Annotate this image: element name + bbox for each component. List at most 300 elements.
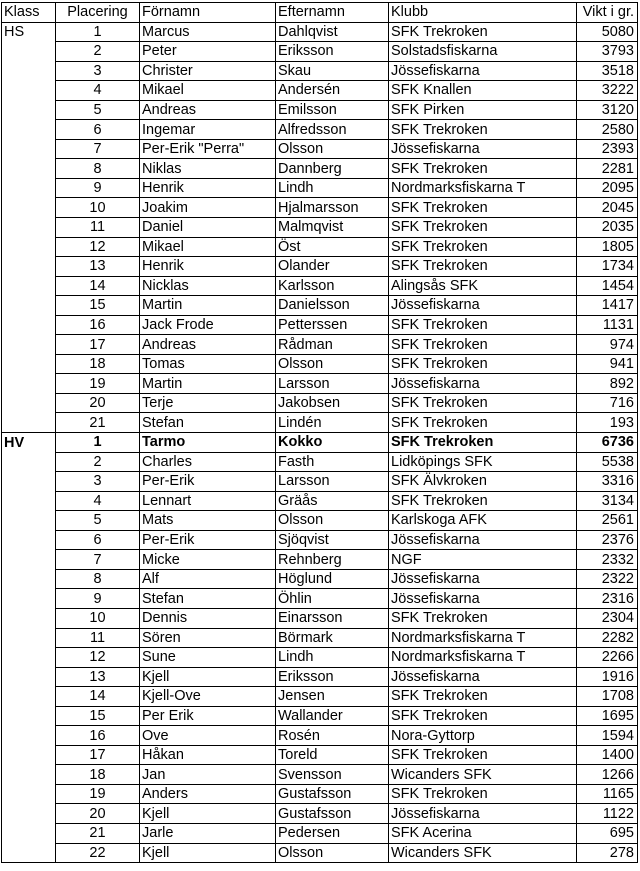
cell-klass <box>2 569 56 589</box>
cell-placering: 12 <box>56 237 140 257</box>
cell-efternamn: Kokko <box>276 433 389 453</box>
cell-efternamn: Wallander <box>276 706 389 726</box>
table-row <box>2 550 638 570</box>
cell-klubb: Jössefiskarna <box>389 530 577 550</box>
cell-placering: 22 <box>56 843 140 863</box>
cell-placering: 19 <box>56 374 140 394</box>
cell-placering: 15 <box>56 296 140 316</box>
cell-efternamn: Fasth <box>276 452 389 472</box>
cell-klubb: NGF <box>389 550 577 570</box>
table-row <box>2 745 638 765</box>
cell-klass <box>2 335 56 355</box>
cell-placering: 17 <box>56 335 140 355</box>
cell-klubb: Jössefiskarna <box>389 667 577 687</box>
cell-fornamn: Terje <box>140 393 276 413</box>
cell-vikt: 2282 <box>577 628 638 648</box>
cell-placering: 6 <box>56 530 140 550</box>
cell-fornamn: Tarmo <box>140 433 276 453</box>
cell-vikt: 3518 <box>577 61 638 81</box>
cell-fornamn: Lennart <box>140 491 276 511</box>
cell-klass <box>2 472 56 492</box>
cell-klass <box>2 648 56 668</box>
table-row <box>2 61 638 81</box>
cell-fornamn: Tomas <box>140 354 276 374</box>
cell-klass <box>2 452 56 472</box>
cell-placering: 18 <box>56 354 140 374</box>
header-klubb: Klubb <box>389 3 577 23</box>
cell-efternamn: Skau <box>276 61 389 81</box>
cell-placering: 20 <box>56 804 140 824</box>
cell-placering: 12 <box>56 648 140 668</box>
results-body <box>2 22 638 863</box>
cell-fornamn: Mats <box>140 511 276 531</box>
cell-vikt: 1417 <box>577 296 638 316</box>
cell-klass <box>2 237 56 257</box>
cell-placering: 21 <box>56 413 140 433</box>
table-row <box>2 354 638 374</box>
cell-efternamn: Rådman <box>276 335 389 355</box>
cell-klubb: Lidköpings SFK <box>389 452 577 472</box>
cell-klubb: SFK Trekroken <box>389 608 577 628</box>
cell-klubb: SFK Trekroken <box>389 745 577 765</box>
cell-klass <box>2 393 56 413</box>
table-row <box>2 569 638 589</box>
header-vikt: Vikt i gr. <box>577 3 638 23</box>
cell-klubb: SFK Trekroken <box>389 687 577 707</box>
table-row <box>2 452 638 472</box>
cell-vikt: 2332 <box>577 550 638 570</box>
cell-vikt: 1734 <box>577 257 638 277</box>
cell-fornamn: Mikael <box>140 81 276 101</box>
cell-klubb: SFK Trekroken <box>389 413 577 433</box>
cell-vikt: 3793 <box>577 42 638 62</box>
cell-efternamn: Olsson <box>276 139 389 159</box>
cell-vikt: 1266 <box>577 765 638 785</box>
table-row <box>2 608 638 628</box>
cell-placering: 8 <box>56 159 140 179</box>
cell-klass <box>2 354 56 374</box>
cell-efternamn: Danielsson <box>276 296 389 316</box>
cell-fornamn: Micke <box>140 550 276 570</box>
cell-klubb: Jössefiskarna <box>389 374 577 394</box>
cell-placering: 1 <box>56 22 140 42</box>
cell-vikt: 2322 <box>577 569 638 589</box>
cell-fornamn: Andreas <box>140 100 276 120</box>
table-row <box>2 648 638 668</box>
cell-placering: 7 <box>56 139 140 159</box>
table-row <box>2 237 638 257</box>
cell-fornamn: Kjell <box>140 843 276 863</box>
cell-efternamn: Rosén <box>276 726 389 746</box>
table-row <box>2 120 638 140</box>
table-row <box>2 335 638 355</box>
cell-fornamn: Kjell <box>140 804 276 824</box>
cell-klass <box>2 374 56 394</box>
cell-fornamn: Kjell <box>140 667 276 687</box>
cell-efternamn: Lindh <box>276 178 389 198</box>
cell-klubb: Jössefiskarna <box>389 804 577 824</box>
cell-klass <box>2 511 56 531</box>
cell-efternamn: Hjalmarsson <box>276 198 389 218</box>
cell-klubb: Jössefiskarna <box>389 61 577 81</box>
cell-klubb: Wicanders SFK <box>389 843 577 863</box>
cell-placering: 11 <box>56 218 140 238</box>
table-row <box>2 276 638 296</box>
table-row <box>2 159 638 179</box>
cell-efternamn: Olander <box>276 257 389 277</box>
cell-klass: HV <box>2 433 56 453</box>
cell-fornamn: Anders <box>140 784 276 804</box>
table-row <box>2 804 638 824</box>
cell-placering: 4 <box>56 81 140 101</box>
cell-vikt: 2393 <box>577 139 638 159</box>
cell-klass <box>2 687 56 707</box>
cell-efternamn: Toreld <box>276 745 389 765</box>
cell-klubb: Alingsås SFK <box>389 276 577 296</box>
cell-klass <box>2 608 56 628</box>
cell-vikt: 2561 <box>577 511 638 531</box>
cell-klass <box>2 843 56 863</box>
results-table <box>1 2 638 863</box>
cell-placering: 4 <box>56 491 140 511</box>
cell-vikt: 974 <box>577 335 638 355</box>
cell-placering: 9 <box>56 178 140 198</box>
cell-vikt: 695 <box>577 823 638 843</box>
cell-klass <box>2 628 56 648</box>
cell-vikt: 1594 <box>577 726 638 746</box>
cell-fornamn: Daniel <box>140 218 276 238</box>
header-row <box>2 3 638 23</box>
cell-vikt: 1454 <box>577 276 638 296</box>
cell-klubb: Wicanders SFK <box>389 765 577 785</box>
cell-klass <box>2 257 56 277</box>
table-row <box>2 393 638 413</box>
cell-efternamn: Petterssen <box>276 315 389 335</box>
cell-vikt: 1165 <box>577 784 638 804</box>
header-placering: Placering <box>56 3 140 23</box>
header-klass: Klass <box>2 3 56 23</box>
cell-fornamn: Kjell-Ove <box>140 687 276 707</box>
cell-fornamn: Per Erik <box>140 706 276 726</box>
cell-placering: 5 <box>56 100 140 120</box>
cell-klubb: SFK Pirken <box>389 100 577 120</box>
table-row <box>2 296 638 316</box>
table-row <box>2 765 638 785</box>
cell-efternamn: Emilsson <box>276 100 389 120</box>
cell-klubb: SFK Trekroken <box>389 22 577 42</box>
cell-placering: 14 <box>56 276 140 296</box>
cell-fornamn: Mikael <box>140 237 276 257</box>
cell-efternamn: Pedersen <box>276 823 389 843</box>
cell-fornamn: Niklas <box>140 159 276 179</box>
cell-placering: 18 <box>56 765 140 785</box>
cell-vikt: 1805 <box>577 237 638 257</box>
cell-klubb: SFK Trekroken <box>389 354 577 374</box>
cell-fornamn: Jan <box>140 765 276 785</box>
cell-placering: 13 <box>56 667 140 687</box>
cell-fornamn: Henrik <box>140 178 276 198</box>
cell-vikt: 2095 <box>577 178 638 198</box>
cell-klubb: SFK Trekroken <box>389 218 577 238</box>
cell-efternamn: Dannberg <box>276 159 389 179</box>
cell-placering: 13 <box>56 257 140 277</box>
cell-klubb: SFK Älvkroken <box>389 472 577 492</box>
cell-placering: 21 <box>56 823 140 843</box>
cell-klubb: Karlskoga AFK <box>389 511 577 531</box>
table-row <box>2 374 638 394</box>
cell-placering: 7 <box>56 550 140 570</box>
cell-klubb: Jössefiskarna <box>389 296 577 316</box>
cell-efternamn: Alfredsson <box>276 120 389 140</box>
cell-placering: 16 <box>56 726 140 746</box>
cell-efternamn: Lindh <box>276 648 389 668</box>
cell-fornamn: Martin <box>140 374 276 394</box>
cell-klass <box>2 139 56 159</box>
cell-placering: 2 <box>56 452 140 472</box>
cell-vikt: 1400 <box>577 745 638 765</box>
cell-placering: 3 <box>56 472 140 492</box>
cell-vikt: 3134 <box>577 491 638 511</box>
cell-efternamn: Jensen <box>276 687 389 707</box>
cell-vikt: 1708 <box>577 687 638 707</box>
cell-vikt: 2304 <box>577 608 638 628</box>
cell-klubb: SFK Knallen <box>389 81 577 101</box>
cell-klass <box>2 550 56 570</box>
cell-klass <box>2 706 56 726</box>
table-row <box>2 178 638 198</box>
cell-klass <box>2 823 56 843</box>
cell-vikt: 2316 <box>577 589 638 609</box>
cell-vikt: 3120 <box>577 100 638 120</box>
cell-fornamn: Per-Erik <box>140 472 276 492</box>
cell-efternamn: Malmqvist <box>276 218 389 238</box>
table-row <box>2 42 638 62</box>
cell-klass <box>2 198 56 218</box>
cell-vikt: 2045 <box>577 198 638 218</box>
cell-klass <box>2 81 56 101</box>
cell-vikt: 5080 <box>577 22 638 42</box>
cell-klass <box>2 120 56 140</box>
cell-fornamn: Charles <box>140 452 276 472</box>
cell-klass <box>2 491 56 511</box>
cell-vikt: 1131 <box>577 315 638 335</box>
cell-efternamn: Eriksson <box>276 667 389 687</box>
cell-klubb: SFK Trekroken <box>389 433 577 453</box>
table-row <box>2 218 638 238</box>
cell-vikt: 2580 <box>577 120 638 140</box>
cell-vikt: 3222 <box>577 81 638 101</box>
cell-fornamn: Alf <box>140 569 276 589</box>
cell-klubb: SFK Trekroken <box>389 237 577 257</box>
cell-efternamn: Einarsson <box>276 608 389 628</box>
table-row <box>2 511 638 531</box>
cell-placering: 19 <box>56 784 140 804</box>
cell-klass <box>2 61 56 81</box>
cell-klubb: SFK Acerina <box>389 823 577 843</box>
cell-klass <box>2 42 56 62</box>
cell-efternamn: Höglund <box>276 569 389 589</box>
table-row <box>2 706 638 726</box>
table-row <box>2 139 638 159</box>
cell-efternamn: Börmark <box>276 628 389 648</box>
cell-efternamn: Lindén <box>276 413 389 433</box>
cell-placering: 3 <box>56 61 140 81</box>
cell-fornamn: Håkan <box>140 745 276 765</box>
cell-klubb: SFK Trekroken <box>389 198 577 218</box>
cell-vikt: 1122 <box>577 804 638 824</box>
table-row <box>2 823 638 843</box>
cell-efternamn: Svensson <box>276 765 389 785</box>
cell-placering: 10 <box>56 608 140 628</box>
table-row <box>2 491 638 511</box>
cell-klass <box>2 726 56 746</box>
cell-efternamn: Jakobsen <box>276 393 389 413</box>
cell-efternamn: Gustafsson <box>276 804 389 824</box>
table-row <box>2 628 638 648</box>
cell-efternamn: Gräås <box>276 491 389 511</box>
cell-klubb: SFK Trekroken <box>389 784 577 804</box>
cell-klass <box>2 296 56 316</box>
cell-efternamn: Larsson <box>276 374 389 394</box>
cell-placering: 6 <box>56 120 140 140</box>
table-row <box>2 433 638 453</box>
cell-klubb: Nordmarksfiskarna T <box>389 648 577 668</box>
cell-placering: 10 <box>56 198 140 218</box>
cell-klubb: SFK Trekroken <box>389 159 577 179</box>
cell-placering: 11 <box>56 628 140 648</box>
cell-klubb: Nordmarksfiskarna T <box>389 178 577 198</box>
cell-fornamn: Sune <box>140 648 276 668</box>
table-row <box>2 667 638 687</box>
cell-klubb: Jössefiskarna <box>389 569 577 589</box>
cell-fornamn: Per-Erik <box>140 530 276 550</box>
cell-klass <box>2 667 56 687</box>
cell-klass <box>2 589 56 609</box>
table-row <box>2 726 638 746</box>
table-row <box>2 784 638 804</box>
cell-klass <box>2 218 56 238</box>
cell-fornamn: Per-Erik "Perra" <box>140 139 276 159</box>
cell-placering: 17 <box>56 745 140 765</box>
cell-klubb: SFK Trekroken <box>389 315 577 335</box>
cell-vikt: 716 <box>577 393 638 413</box>
table-row <box>2 81 638 101</box>
cell-placering: 2 <box>56 42 140 62</box>
cell-placering: 9 <box>56 589 140 609</box>
cell-klubb: SFK Trekroken <box>389 393 577 413</box>
cell-efternamn: Dahlqvist <box>276 22 389 42</box>
cell-placering: 20 <box>56 393 140 413</box>
cell-vikt: 278 <box>577 843 638 863</box>
header-efternamn: Efternamn <box>276 3 389 23</box>
cell-vikt: 2281 <box>577 159 638 179</box>
cell-efternamn: Olsson <box>276 511 389 531</box>
table-row <box>2 472 638 492</box>
cell-klass <box>2 784 56 804</box>
cell-fornamn: Peter <box>140 42 276 62</box>
cell-placering: 5 <box>56 511 140 531</box>
cell-vikt: 193 <box>577 413 638 433</box>
cell-vikt: 1916 <box>577 667 638 687</box>
cell-klass: HS <box>2 22 56 42</box>
cell-placering: 1 <box>56 433 140 453</box>
cell-klass <box>2 804 56 824</box>
cell-fornamn: Marcus <box>140 22 276 42</box>
cell-vikt: 1695 <box>577 706 638 726</box>
cell-vikt: 2376 <box>577 530 638 550</box>
cell-klass <box>2 765 56 785</box>
cell-klass <box>2 276 56 296</box>
cell-fornamn: Henrik <box>140 257 276 277</box>
table-row <box>2 315 638 335</box>
cell-fornamn: Martin <box>140 296 276 316</box>
cell-vikt: 6736 <box>577 433 638 453</box>
cell-fornamn: Ove <box>140 726 276 746</box>
cell-klubb: Solstadsfiskarna <box>389 42 577 62</box>
cell-efternamn: Öhlin <box>276 589 389 609</box>
table-row <box>2 589 638 609</box>
cell-fornamn: Stefan <box>140 589 276 609</box>
table-row <box>2 257 638 277</box>
cell-vikt: 892 <box>577 374 638 394</box>
cell-klass <box>2 413 56 433</box>
cell-klubb: Nordmarksfiskarna T <box>389 628 577 648</box>
cell-klass <box>2 530 56 550</box>
table-row <box>2 413 638 433</box>
cell-placering: 16 <box>56 315 140 335</box>
table-row <box>2 100 638 120</box>
cell-klass <box>2 159 56 179</box>
cell-fornamn: Stefan <box>140 413 276 433</box>
table-row <box>2 687 638 707</box>
cell-efternamn: Öst <box>276 237 389 257</box>
cell-klubb: SFK Trekroken <box>389 335 577 355</box>
cell-efternamn: Sjöqvist <box>276 530 389 550</box>
cell-klass <box>2 745 56 765</box>
cell-placering: 8 <box>56 569 140 589</box>
table-row <box>2 198 638 218</box>
cell-placering: 14 <box>56 687 140 707</box>
cell-vikt: 5538 <box>577 452 638 472</box>
cell-klass <box>2 178 56 198</box>
cell-vikt: 3316 <box>577 472 638 492</box>
cell-efternamn: Gustafsson <box>276 784 389 804</box>
cell-efternamn: Rehnberg <box>276 550 389 570</box>
cell-efternamn: Karlsson <box>276 276 389 296</box>
cell-fornamn: Ingemar <box>140 120 276 140</box>
cell-klubb: SFK Trekroken <box>389 706 577 726</box>
cell-klass <box>2 100 56 120</box>
cell-efternamn: Olsson <box>276 354 389 374</box>
header-fornamn: Förnamn <box>140 3 276 23</box>
table-row <box>2 22 638 42</box>
cell-fornamn: Joakim <box>140 198 276 218</box>
cell-fornamn: Andreas <box>140 335 276 355</box>
cell-efternamn: Andersén <box>276 81 389 101</box>
table-row <box>2 530 638 550</box>
cell-placering: 15 <box>56 706 140 726</box>
cell-klubb: Jössefiskarna <box>389 139 577 159</box>
cell-efternamn: Larsson <box>276 472 389 492</box>
cell-klubb: Nora-Gyttorp <box>389 726 577 746</box>
cell-fornamn: Dennis <box>140 608 276 628</box>
cell-klubb: SFK Trekroken <box>389 491 577 511</box>
cell-efternamn: Olsson <box>276 843 389 863</box>
cell-vikt: 2035 <box>577 218 638 238</box>
cell-klubb: Jössefiskarna <box>389 589 577 609</box>
cell-klass <box>2 315 56 335</box>
cell-fornamn: Sören <box>140 628 276 648</box>
